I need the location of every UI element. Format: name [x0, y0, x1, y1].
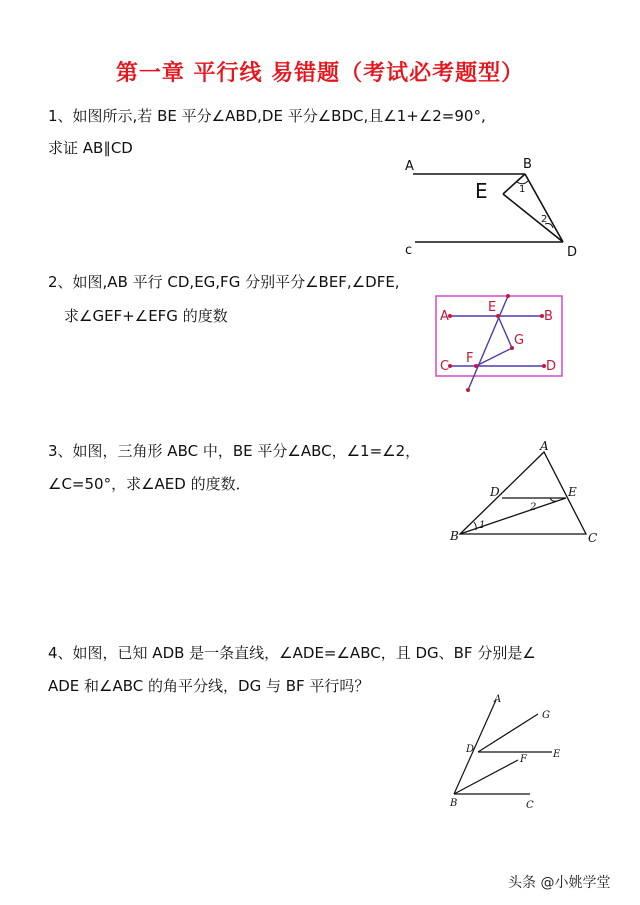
figure-4 — [440, 690, 580, 815]
label-a: A — [494, 694, 502, 705]
point-e — [496, 314, 500, 318]
label-g: G — [542, 710, 550, 721]
problem-1-line-1: 1、如图所示,若 BE 平分∠ABD,DE 平分∠BDC,且∠1+∠2=90°, — [48, 107, 486, 125]
label-e: E — [568, 485, 577, 499]
label-f: F — [520, 754, 527, 765]
point-f — [474, 364, 478, 368]
problem-4-line-1: 4、如图，已知 ADB 是一条直线，∠ADE=∠ABC，且 DG、BF 分别是∠ — [48, 644, 536, 662]
problem-3-line-2: ∠C=50°，求∠AED 的度数． — [48, 475, 251, 493]
label-d: D — [466, 744, 475, 755]
page-title: 第一章 平行线 易错题（考试必考题型） — [115, 61, 525, 86]
line-de — [503, 194, 563, 242]
figure-frame — [436, 296, 562, 376]
ray-bf — [454, 760, 518, 794]
label-c: C — [588, 531, 598, 545]
label-d: D — [546, 359, 557, 374]
label-angle-2: 2 — [541, 214, 548, 225]
label-c: C — [526, 800, 534, 811]
label-e: E — [488, 300, 497, 315]
label-b: B — [523, 157, 532, 172]
label-b: B — [450, 798, 458, 809]
label-c: C — [440, 359, 450, 374]
figure-2 — [432, 290, 572, 400]
label-e: E — [475, 179, 488, 203]
problem-3-line-1: 3、如图，三角形 ABC 中，BE 平分∠ABC，∠1=∠2， — [48, 442, 421, 460]
problem-4-line-2: ADE 和∠ABC 的角平分线，DG 与 BF 平行吗？ — [48, 677, 370, 695]
problem-2-line-2: 求∠GEF+∠EFG 的度数 — [64, 307, 228, 325]
label-e: E — [553, 749, 561, 760]
line-adb — [454, 700, 496, 794]
figure-1 — [395, 150, 595, 262]
label-b: B — [450, 529, 459, 543]
point-transversal-end — [466, 388, 470, 392]
label-a: A — [540, 439, 549, 453]
problem-2-line-1: 2、如图,AB 平行 CD,EG,FG 分别平分∠BEF,∠DFE, — [48, 273, 400, 291]
problem-1-line-2: 求证 AB∥CD — [48, 139, 133, 157]
label-d: D — [490, 485, 500, 499]
label-f: F — [466, 351, 474, 366]
label-a: A — [440, 309, 449, 324]
label-a: A — [405, 159, 414, 174]
label-angle-2: 2 — [530, 502, 537, 513]
figure-3 — [446, 440, 606, 550]
label-c: c — [405, 243, 413, 258]
label-b: B — [544, 309, 553, 324]
label-g: G — [514, 333, 525, 348]
point-transversal-start — [506, 294, 510, 298]
label-d: D — [567, 245, 578, 260]
line-eg — [498, 316, 512, 348]
line-bd — [525, 174, 563, 242]
label-angle-1: 1 — [519, 184, 526, 195]
watermark: 头条 @小姚学堂 — [508, 875, 611, 891]
label-angle-1: 1 — [479, 520, 486, 531]
